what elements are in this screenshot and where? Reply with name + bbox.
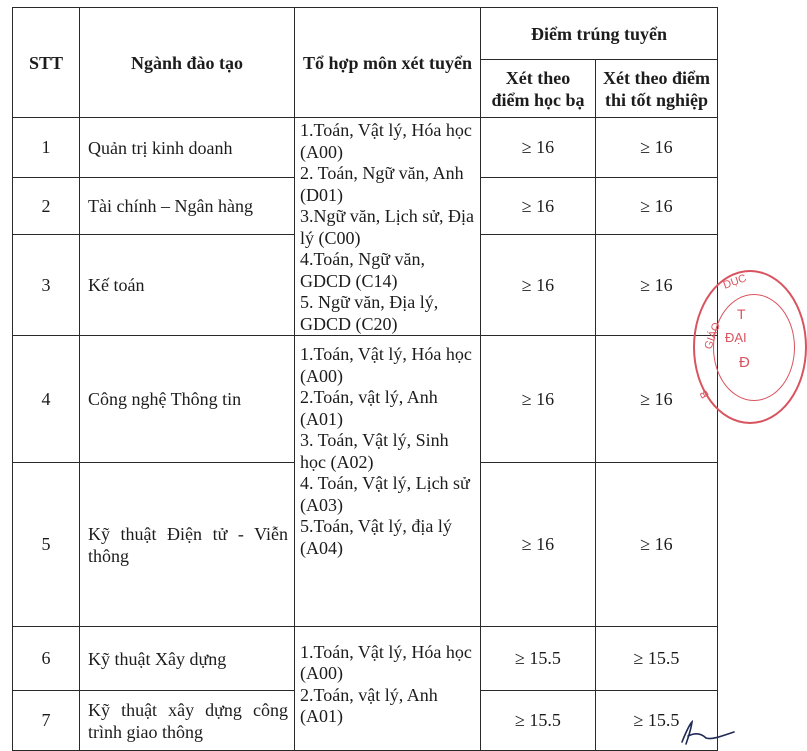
row-stt: 7 xyxy=(13,691,80,751)
table-row xyxy=(13,336,718,463)
row-program: Kỹ thuật Xây dựng xyxy=(80,627,295,691)
signature xyxy=(676,718,736,746)
row-program: Tài chính – Ngân hàng xyxy=(80,178,295,235)
combo-item: 1.Toán, Vật lý, Hóa học (A00) xyxy=(300,641,472,683)
row-score-exam: ≥ 16 xyxy=(596,118,718,178)
stamp-text: DỤC xyxy=(721,272,749,292)
stamp-inner-ring xyxy=(713,294,795,401)
table-row xyxy=(13,118,718,178)
header-stt: STT xyxy=(13,8,80,118)
combo-item: 4. Toán, Vật lý, Lịch sử (A03) xyxy=(300,473,470,515)
combo-group-a xyxy=(295,118,481,336)
row-program: Quản trị kinh doanh xyxy=(80,118,295,178)
row-score-transcript: ≥ 16 xyxy=(481,463,596,627)
row-stt: 6 xyxy=(13,627,80,691)
admission-score-table xyxy=(12,7,718,751)
header-program: Ngành đào tạo xyxy=(80,8,295,118)
combo-item: 3.Ngữ văn, Lịch sử, Địa lý (C00) xyxy=(300,206,474,248)
row-program: Kỹ thuật xây dựng công trình giao thông xyxy=(80,691,295,751)
row-score-transcript: ≥ 16 xyxy=(481,118,596,178)
row-stt: 2 xyxy=(13,178,80,235)
combo-item: 2.Toán, vật lý, Anh (A01) xyxy=(300,387,438,429)
header-score-exam: Xét theo điểm thi tốt nghiệp xyxy=(596,60,718,118)
row-score-exam: ≥ 16 xyxy=(596,235,718,336)
row-score-transcript: ≥ 16 xyxy=(481,235,596,336)
row-stt: 3 xyxy=(13,235,80,336)
combo-group-c xyxy=(295,627,481,751)
stamp-text: ĐẠI xyxy=(725,330,747,345)
row-score-exam: ≥ 16 xyxy=(596,463,718,627)
row-stt: 4 xyxy=(13,336,80,463)
table-row xyxy=(13,627,718,691)
row-score-exam: ≥ 16 xyxy=(596,178,718,235)
row-score-exam: ≥ 16 xyxy=(596,336,718,463)
official-stamp xyxy=(693,270,807,424)
row-program: Kế toán xyxy=(80,235,295,336)
combo-item: 1.Toán, Vật lý, Hóa học (A00) xyxy=(300,344,472,386)
combo-item: 5.Toán, Vật lý, địa lý (A04) xyxy=(300,516,452,558)
stamp-text: B xyxy=(697,387,712,401)
header-score-transcript: Xét theo điểm học bạ xyxy=(481,60,596,118)
stamp-text: T xyxy=(737,306,746,322)
row-stt: 5 xyxy=(13,463,80,627)
header-score-group: Điểm trúng tuyển xyxy=(481,8,718,60)
header-combo: Tổ hợp môn xét tuyển xyxy=(295,8,481,118)
stamp-text: Đ xyxy=(739,354,750,371)
row-program: Kỹ thuật Điện tử - Viễn thông xyxy=(80,463,295,627)
row-score-transcript: ≥ 16 xyxy=(481,336,596,463)
combo-item: 3. Toán, Vật lý, Sinh học (A02) xyxy=(300,430,449,472)
combo-group-b xyxy=(295,336,481,627)
row-score-transcript: ≥ 16 xyxy=(481,178,596,235)
row-score-exam: ≥ 15.5 xyxy=(596,691,718,751)
row-score-exam: ≥ 15.5 xyxy=(596,627,718,691)
combo-item: 2. Toán, Ngữ văn, Anh (D01) xyxy=(300,163,464,205)
combo-item: 4.Toán, Ngữ văn, GDCD (C14) xyxy=(300,249,425,291)
row-score-transcript: ≥ 15.5 xyxy=(481,627,596,691)
combo-item: 1.Toán, Vật lý, Hóa học (A00) xyxy=(300,120,472,162)
row-stt: 1 xyxy=(13,118,80,178)
stamp-text: GIÁO xyxy=(702,321,724,351)
combo-item: 5. Ngữ văn, Địa lý, GDCD (C20) xyxy=(300,292,439,334)
row-program: Công nghệ Thông tin xyxy=(80,336,295,463)
combo-item: 2.Toán, vật lý, Anh (A01) xyxy=(300,684,438,726)
row-score-transcript: ≥ 15.5 xyxy=(481,691,596,751)
